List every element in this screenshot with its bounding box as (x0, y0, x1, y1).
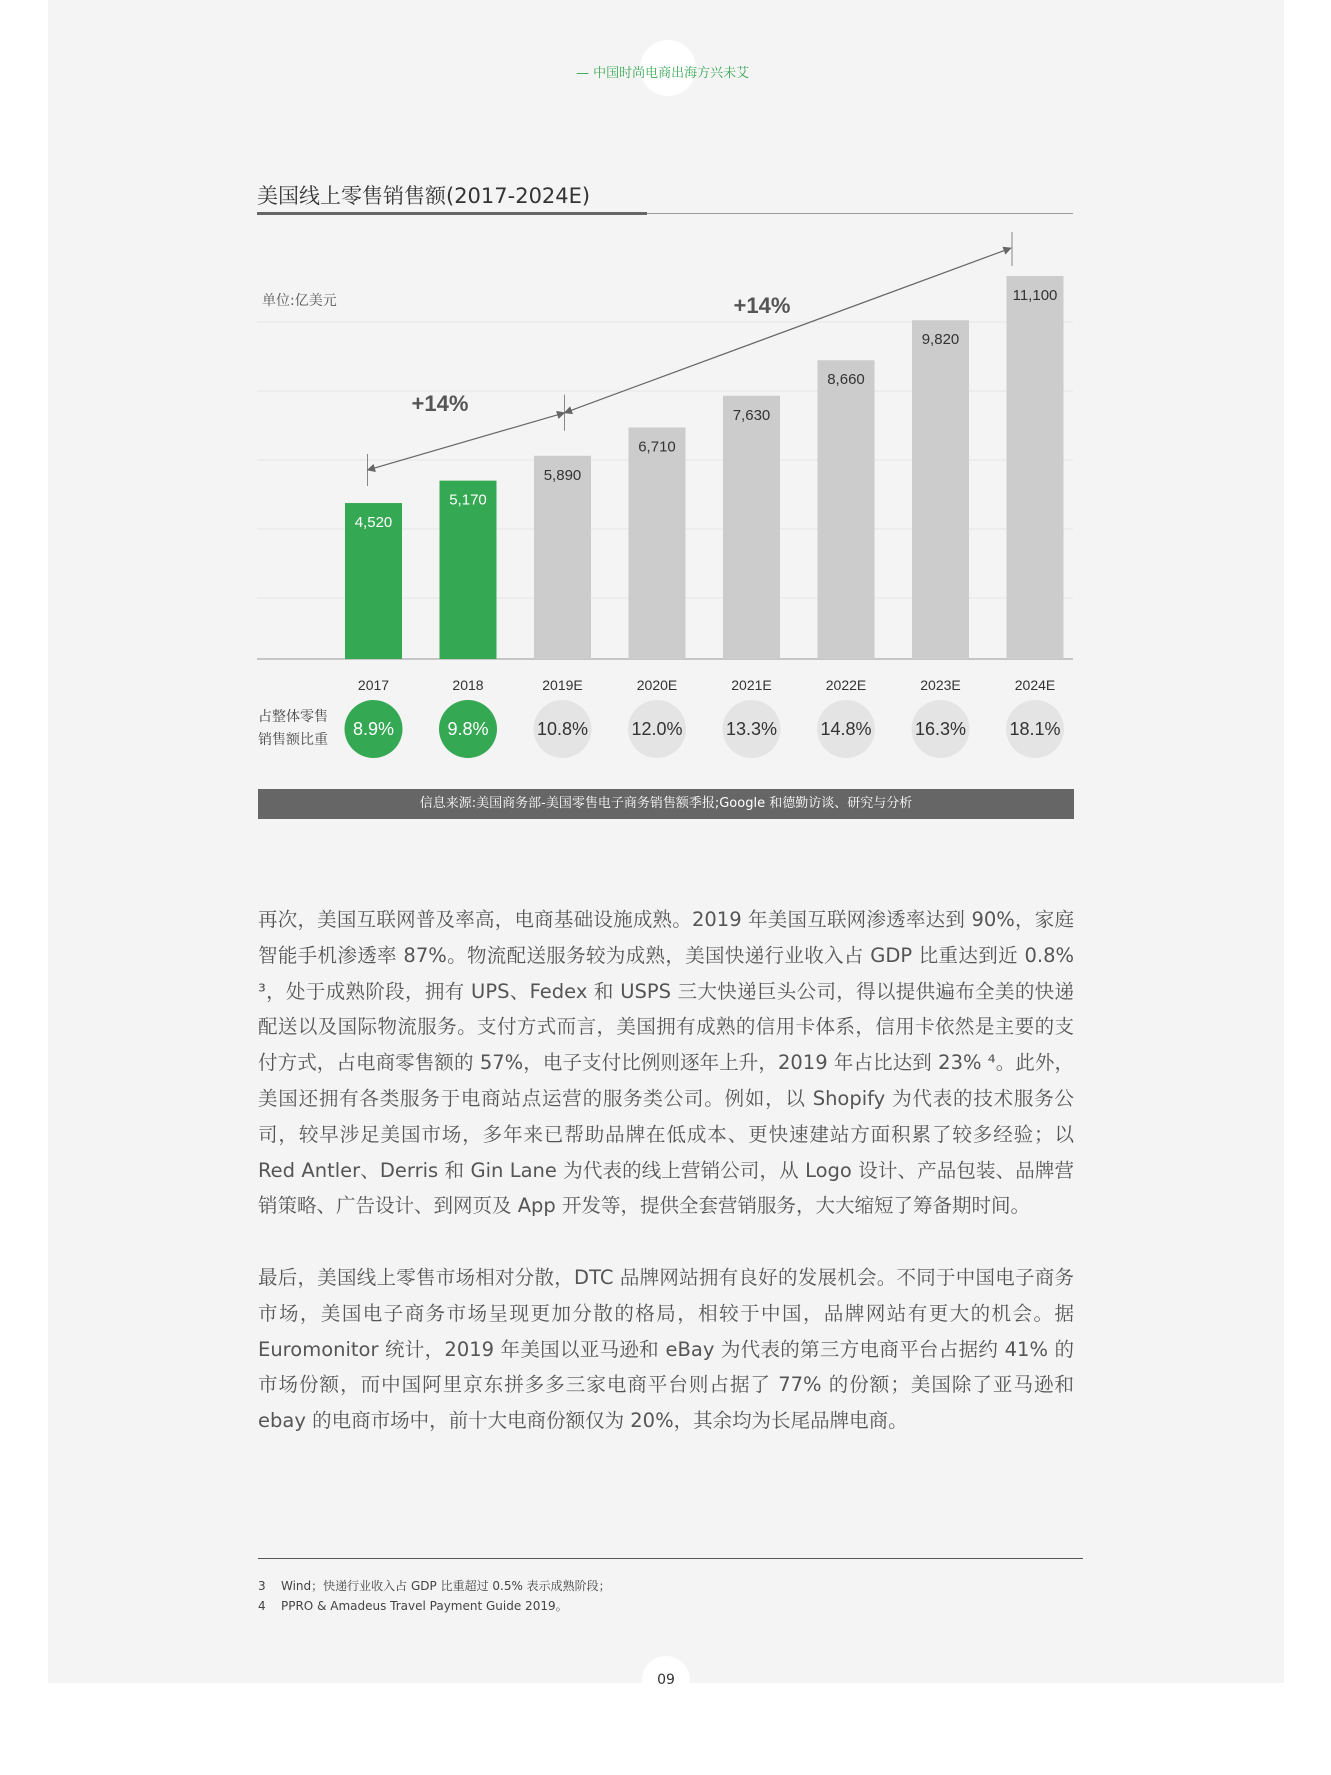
bar-value-label: 5,170 (449, 491, 487, 509)
bar-2021E (723, 396, 780, 659)
x-tick-label: 2024E (1014, 677, 1056, 693)
bar-2020E (629, 428, 686, 659)
running-header: — 中国时尚电商出海方兴未艾 (576, 66, 750, 81)
bar-2024E (1007, 276, 1064, 659)
share-label: 16.3% (914, 719, 967, 739)
bar-value-label: 8,660 (827, 371, 865, 389)
x-tick-label: 2021E (731, 677, 772, 693)
share-label: 9.8% (447, 719, 489, 739)
x-tick-label: 2023E (920, 677, 961, 693)
share-row-label-line1: 占整体零售 (258, 709, 328, 725)
bar-value-label: 9,820 (921, 331, 960, 349)
bar-2022E (818, 360, 875, 659)
chart-source: 信息来源:美国商务部-美国零售电子商务销售额季报;Google 和德勤访谈、研究与分析 (258, 789, 1074, 819)
share-label: 14.8% (820, 719, 872, 739)
share-row-label-line2: 销售额比重 (258, 732, 328, 748)
bar-value-label: 7,630 (732, 406, 771, 424)
body-paragraph-2: 最后，美国线上零售市场相对分散，DTC 品牌网站拥有良好的发展机会。不同于中国电子商务市场，美国电子商务市场呈现更加分散的格局，相较于中国，品牌网站有更大的机会。据 Euromonitor 统计，2019 年美国以亚马逊和 eBay 为代表的第三方电商平台占据约 41% 的市场份额，而中国阿里京东拼多多三家电商平台则占据了 77% 的份额；美国除了亚马逊和 ebay 的电商市场中，前十大电商份额仅为 20%，其余均为长尾品牌电商。 (258, 1266, 1074, 1433)
footnote-text: PPRO & Amadeus Travel Payment Guide 2019。 (281, 1599, 568, 1613)
footnote-rule (258, 1558, 1083, 1559)
share-label: 13.3% (725, 719, 778, 739)
bar-2023E (912, 320, 969, 659)
bar-value-label: 5,890 (543, 466, 582, 484)
chart-unit-label: 单位:亿美元 (262, 293, 337, 309)
bar-value-label: 6,710 (638, 438, 676, 456)
footnote-text: Wind；快递行业收入占 GDP 比重超过 0.5% 表示成熟阶段； (281, 1579, 611, 1593)
share-label: 8.9% (352, 719, 395, 739)
x-tick-label: 2020E (636, 677, 678, 693)
share-label: 18.1% (1009, 719, 1061, 739)
body-paragraph-1: 再次，美国互联网普及率高，电商基础设施成熟。2019 年美国互联网渗透率达到 90%，家庭智能手机渗透率 87%。物流配送服务较为成熟，美国快递行业收入占 GDP 比重达到近 0.8% ³，处于成熟阶段，拥有 UPS、Fedex 和 USPS 三大快递巨头公司，得以提供遍布全美的快递配送以及国际物流服务。支付方式而言，美国拥有成熟的信用卡体系，信用卡依然是主要的支付方式，占电商零售额的 57%，电子支付比例则逐年上升，2019 年占比达到 23% ⁴。此外，美国还拥有各类服务于电商站点运营的服务类公司。例如，以 Shopify 为代表的技术服务公司，较早涉足美国市场，多年来已帮助品牌在低成本、更快速建站方面积累了较多经验；以 Red Antler、Derris 和 Gin Lane 为代表的线上营销公司，从 Logo 设计、产品包装、品牌营销策略、广告设计、到网页及 App 开发等，提供全套营销服务，大大缩短了筹备期时间。 (258, 908, 1074, 1218)
share-label: 10.8% (536, 719, 589, 739)
growth-label-2: +14% (733, 293, 791, 318)
title-rule-accent (257, 212, 647, 215)
footnote-number: 4 (258, 1599, 266, 1613)
footnote-number: 3 (258, 1579, 266, 1593)
bar-chart (257, 225, 1077, 765)
chart-title: 美国线上零售销售额(2017-2024E) (257, 184, 591, 208)
x-tick-label: 2019E (542, 677, 583, 693)
bar-2019E (534, 456, 591, 659)
bar-value-label: 11,100 (1012, 287, 1058, 305)
footnote-3 (258, 1577, 611, 1594)
x-tick-label: 2022E (825, 677, 867, 693)
share-label: 12.0% (631, 719, 683, 739)
page-number: 09 (657, 1672, 675, 1688)
share-row-label (258, 706, 328, 752)
x-tick-label: 2018 (452, 677, 484, 693)
growth-label-1: +14% (411, 391, 469, 416)
footnote-4 (258, 1597, 568, 1614)
bar-value-label: 4,520 (354, 514, 393, 532)
x-tick-label: 2017 (357, 677, 390, 693)
